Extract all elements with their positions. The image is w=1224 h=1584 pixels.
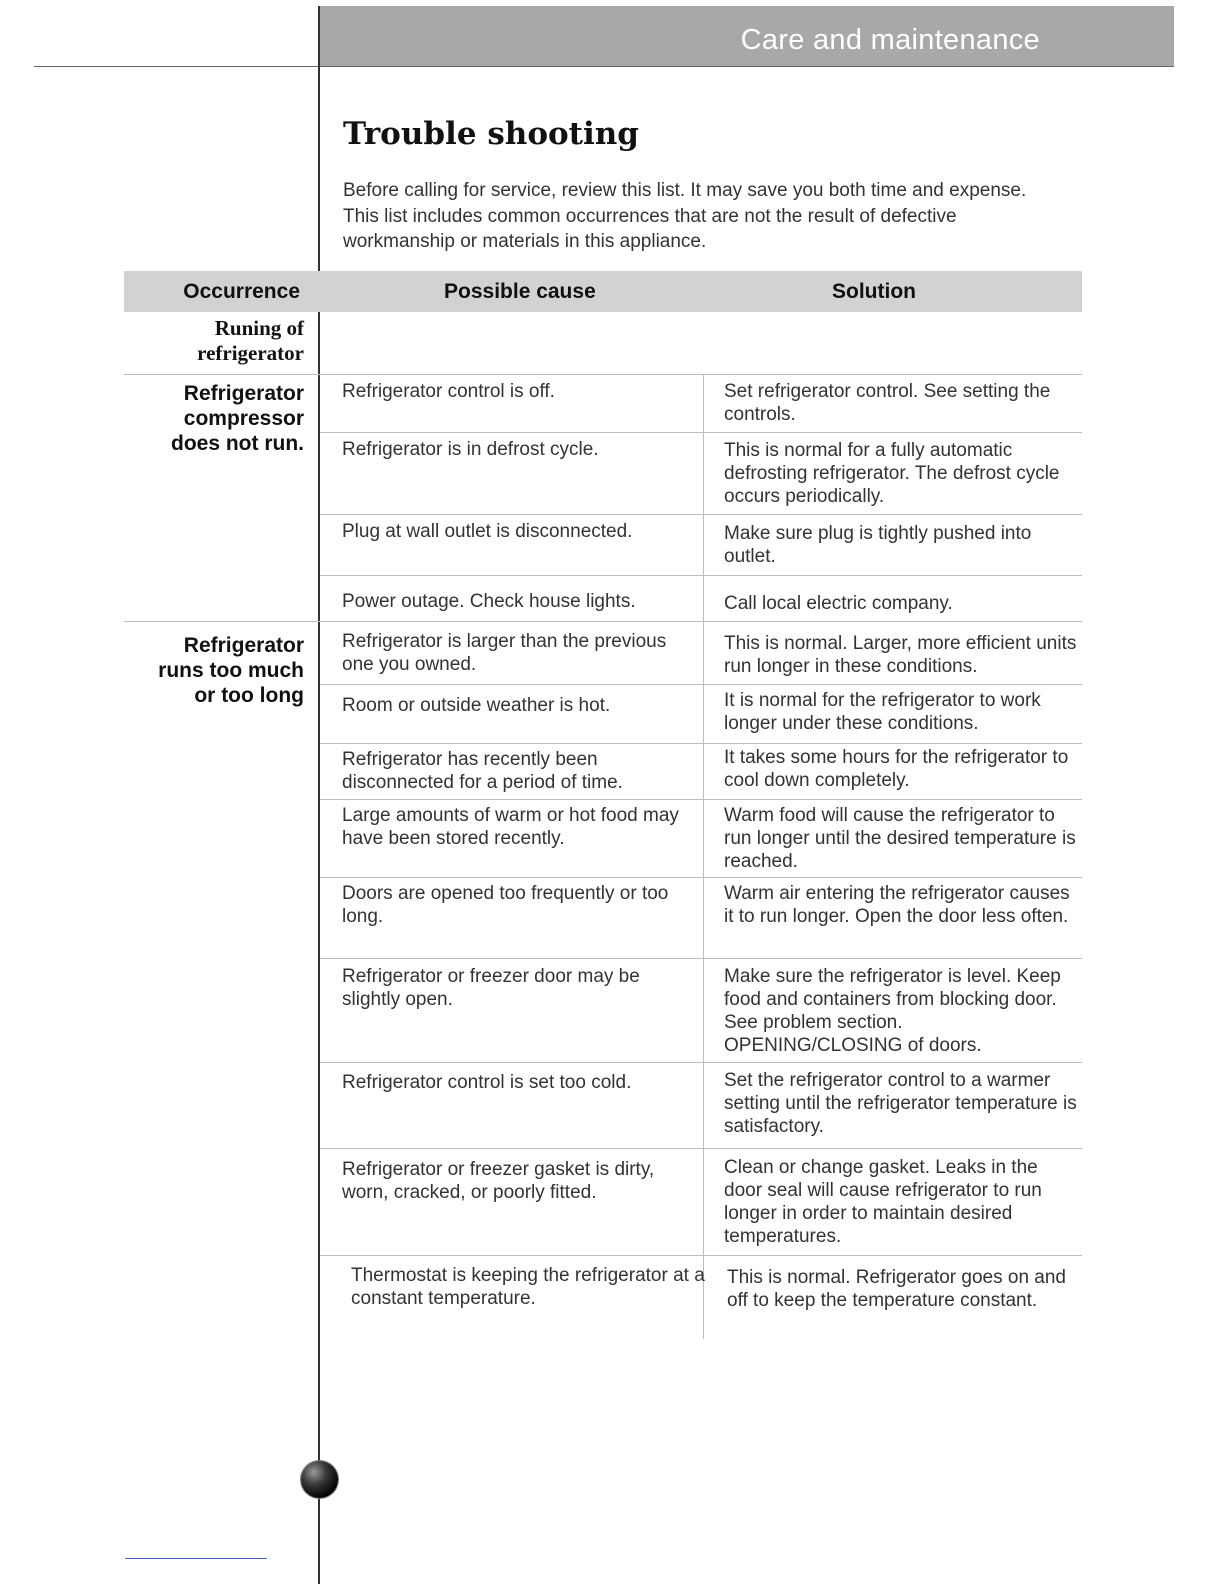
cause-cell: Refrigerator control is off. [342, 381, 555, 402]
cause-cell: Thermostat is keeping the refrigerator at a constant temperature. [351, 1265, 705, 1309]
cause-cell: Plug at wall outlet is disconnected. [342, 521, 633, 542]
row-divider [320, 1255, 1082, 1256]
row-divider [320, 877, 1082, 878]
solution-cell: Make sure the refrigerator is level. Keep food and containers from blocking door. See problem section. OPENING/CLOSING of doors. [724, 966, 1061, 1056]
table-header [124, 271, 1082, 312]
solution-cell: Call local electric company. [724, 593, 953, 614]
row-divider [320, 1062, 1082, 1063]
occurrence-line: or too long [194, 684, 304, 707]
row-divider [320, 684, 1082, 685]
header-band [320, 6, 1174, 66]
occurrence-line: compressor [183, 407, 304, 430]
solution-cell: Make sure plug is tightly pushed into outlet. [724, 523, 1032, 567]
cause-cell: Refrigerator or freezer door may be slightly open. [342, 966, 640, 1010]
occurrence-label [124, 381, 304, 456]
cause-cell: Refrigerator is larger than the previous one you owned. [342, 631, 667, 675]
intro-line: workmanship or materials in this appliance. [343, 231, 707, 252]
solution-cell: Clean or change gasket. Leaks in the door seal will cause refrigerator to run longer in order to maintain desired temperatures. [724, 1157, 1042, 1247]
section-label-line: refrigerator [197, 341, 304, 365]
solution-cell: It takes some hours for the refrigerator to cool down completely. [724, 747, 1069, 791]
occurrence-label [124, 633, 304, 708]
header-occurrence: Occurrence [183, 280, 300, 303]
row-divider [320, 1148, 1082, 1149]
section-label [124, 316, 304, 366]
occurrence-line: does not run. [171, 432, 304, 455]
header-solution: Solution [832, 280, 916, 303]
margin-rule [318, 6, 320, 1584]
solution-cell: This is normal. Refrigerator goes on and off to keep the temperature constant. [727, 1267, 1066, 1311]
row-divider [320, 432, 1082, 433]
cause-cell: Refrigerator is in defrost cycle. [342, 439, 599, 460]
row-divider [320, 575, 1082, 576]
occurrence-line: Refrigerator [183, 382, 304, 405]
cause-cell: Power outage. Check house lights. [342, 591, 636, 612]
footer-link-underline [125, 1558, 267, 1559]
row-divider [320, 743, 1082, 744]
section-label-line: Runing of [214, 316, 304, 340]
intro-paragraph [343, 178, 1083, 255]
troubleshooting-table [124, 271, 1082, 312]
solution-cell: Set refrigerator control. See setting the controls. [724, 381, 1051, 425]
row-divider [320, 514, 1082, 515]
row-divider [320, 958, 1082, 959]
solution-cell: Warm air entering the refrigerator causes it to run longer. Open the door less often. [724, 883, 1070, 927]
intro-line: Before calling for service, review this list. It may save you both time and expense. [343, 180, 1027, 201]
cause-cell: Doors are opened too frequently or too long. [342, 883, 669, 927]
header-possible-cause: Possible cause [444, 280, 596, 303]
row-divider [320, 799, 1082, 800]
solution-cell: This is normal. Larger, more efficient units run longer in these conditions. [724, 633, 1077, 677]
section-title: Care and maintenance [740, 24, 1040, 56]
row-divider [124, 374, 1082, 375]
occurrence-line: Refrigerator [183, 634, 304, 657]
cause-cell: Refrigerator or freezer gasket is dirty, worn, cracked, or poorly fitted. [342, 1159, 655, 1203]
solution-cell: It is normal for the refrigerator to work longer under these conditions. [724, 690, 1041, 734]
page-bullet-icon [301, 1461, 338, 1498]
occurrence-line: runs too much [158, 659, 304, 682]
cause-cell: Room or outside weather is hot. [342, 695, 611, 716]
page-title: Trouble shooting [343, 116, 639, 152]
cause-cell: Large amounts of warm or hot food may have been stored recently. [342, 805, 679, 849]
intro-line: This list includes common occurrences that are not the result of defective [343, 205, 957, 227]
cause-cell: Refrigerator control is set too cold. [342, 1072, 632, 1093]
column-divider [703, 375, 704, 1339]
solution-cell: Warm food will cause the refrigerator to run longer until the desired temperature is reached. [724, 805, 1076, 872]
cause-cell: Refrigerator has recently been disconnected for a period of time. [342, 749, 623, 793]
header-rule [34, 66, 1174, 67]
solution-cell: This is normal for a fully automatic defrosting refrigerator. The defrost cycle occurs periodically. [724, 440, 1060, 507]
row-divider [124, 621, 1082, 622]
solution-cell: Set the refrigerator control to a warmer setting until the refrigerator temperature is satisfactory. [724, 1070, 1077, 1137]
